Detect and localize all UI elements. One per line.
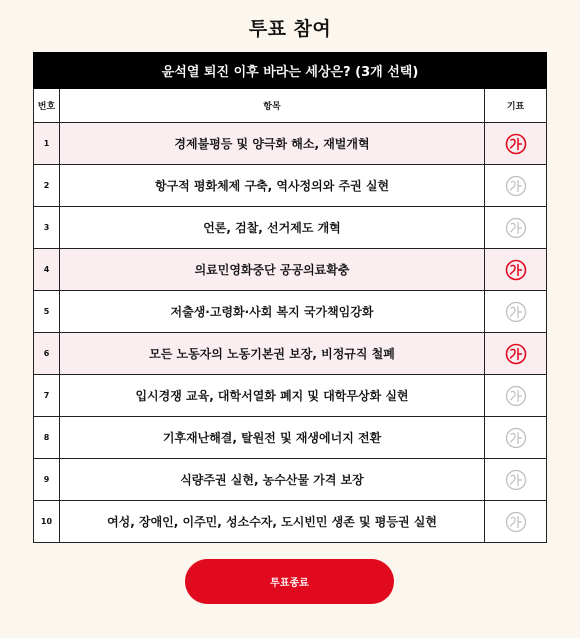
end-vote-button[interactable]: 투표종료 xyxy=(185,559,394,604)
vote-row xyxy=(34,165,547,207)
vote-mark-cell[interactable] xyxy=(485,375,547,417)
row-number: 5 xyxy=(34,291,60,333)
question-header: 윤석열 퇴진 이후 바라는 세상은? (3개 선택) xyxy=(34,53,547,89)
row-item-label: 모든 노동자의 노동기본권 보장, 비정규직 철폐 xyxy=(60,333,485,375)
row-number: 8 xyxy=(34,417,60,459)
ballot-stamp-icon xyxy=(505,343,527,365)
vote-mark-cell[interactable] xyxy=(485,459,547,501)
ballot-stamp-icon xyxy=(505,259,527,281)
vote-row xyxy=(34,501,547,543)
vote-mark-cell[interactable] xyxy=(485,501,547,543)
row-number: 2 xyxy=(34,165,60,207)
vote-row xyxy=(34,123,547,165)
vote-row xyxy=(34,291,547,333)
page-title: 투표 참여 xyxy=(248,18,332,40)
row-number: 9 xyxy=(34,459,60,501)
ballot-stamp-icon xyxy=(505,427,527,449)
row-item-label: 식량주권 실현, 농수산물 가격 보장 xyxy=(60,459,485,501)
ballot-stamp-icon xyxy=(505,175,527,197)
vote-row xyxy=(34,207,547,249)
ballot-stamp-icon xyxy=(505,133,527,155)
vote-mark-cell[interactable] xyxy=(485,207,547,249)
ballot-stamp-icon xyxy=(505,511,527,533)
vote-row xyxy=(34,459,547,501)
vote-rows xyxy=(34,123,547,543)
vote-mark-cell[interactable] xyxy=(485,333,547,375)
row-number: 1 xyxy=(34,123,60,165)
row-number: 7 xyxy=(34,375,60,417)
vote-row xyxy=(34,417,547,459)
vote-mark-cell[interactable] xyxy=(485,291,547,333)
ballot-stamp-icon xyxy=(505,385,527,407)
vote-mark-cell[interactable] xyxy=(485,123,547,165)
column-header-item: 항목 xyxy=(60,89,485,123)
row-item-label: 의료민영화중단 공공의료확충 xyxy=(60,249,485,291)
row-item-label: 여성, 장애인, 이주민, 성소수자, 도시빈민 생존 및 평등권 실현 xyxy=(60,501,485,543)
ballot-stamp-icon xyxy=(505,217,527,239)
row-item-label: 언론, 검찰, 선거제도 개혁 xyxy=(60,207,485,249)
vote-row xyxy=(34,249,547,291)
vote-table xyxy=(33,52,547,543)
vote-row xyxy=(34,333,547,375)
ballot-stamp-icon xyxy=(505,301,527,323)
vote-row xyxy=(34,375,547,417)
row-number: 3 xyxy=(34,207,60,249)
vote-mark-cell[interactable] xyxy=(485,249,547,291)
vote-mark-cell[interactable] xyxy=(485,165,547,207)
row-item-label: 경제불평등 및 양극화 해소, 재벌개혁 xyxy=(60,123,485,165)
row-number: 4 xyxy=(34,249,60,291)
row-number: 10 xyxy=(34,501,60,543)
ballot-stamp-icon xyxy=(505,469,527,491)
row-number: 6 xyxy=(34,333,60,375)
row-item-label: 기후재난해결, 탈원전 및 재생에너지 전환 xyxy=(60,417,485,459)
row-item-label: 저출생·고령화·사회 복지 국가책임강화 xyxy=(60,291,485,333)
row-item-label: 항구적 평화체제 구축, 역사정의와 주권 실현 xyxy=(60,165,485,207)
column-header-vote: 기표 xyxy=(485,89,547,123)
column-header-number: 번호 xyxy=(34,89,60,123)
row-item-label: 입시경쟁 교육, 대학서열화 폐지 및 대학무상화 실현 xyxy=(60,375,485,417)
vote-mark-cell[interactable] xyxy=(485,417,547,459)
